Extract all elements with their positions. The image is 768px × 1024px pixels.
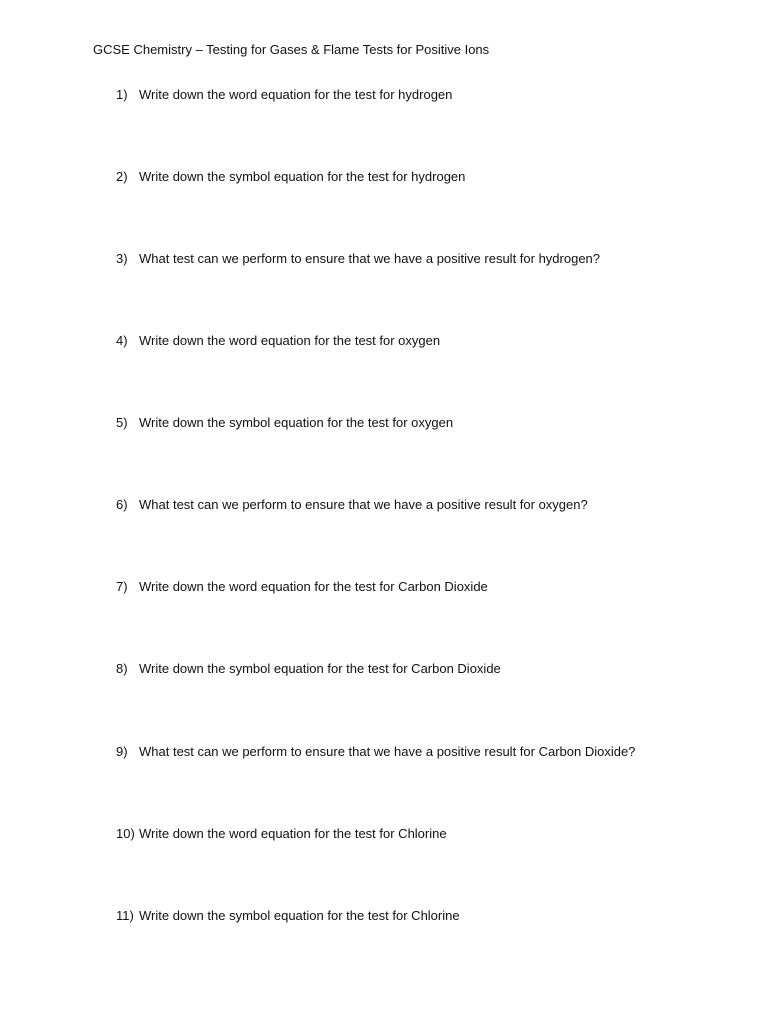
question-number: 3): [116, 251, 128, 266]
question-text: What test can we perform to ensure that we have a positive result for Carbon Dioxide?: [139, 744, 636, 759]
question-number: 7): [116, 579, 128, 594]
question-number: 4): [116, 333, 128, 348]
question-number: 6): [116, 497, 128, 512]
question-text: What test can we perform to ensure that we have a positive result for hydrogen?: [139, 251, 601, 266]
question-text: Write down the word equation for the test for Carbon Dioxide: [139, 579, 488, 594]
question-number: 9): [116, 744, 128, 759]
question-number: 11): [116, 908, 134, 923]
question-number: 10): [116, 826, 135, 841]
question-text: Write down the word equation for the test for hydrogen: [139, 87, 453, 102]
question-text: Write down the word equation for the test for Chlorine: [139, 826, 447, 841]
question-text: What test can we perform to ensure that we have a positive result for oxygen?: [139, 497, 588, 512]
question-text: Write down the symbol equation for the test for Chlorine: [139, 908, 460, 923]
question-text: Write down the symbol equation for the test for hydrogen: [139, 169, 466, 184]
question-number: 1): [116, 87, 128, 102]
question-number: 8): [116, 661, 128, 676]
question-number: 5): [116, 415, 128, 430]
question-text: Write down the word equation for the test for oxygen: [139, 333, 441, 348]
question-text: Write down the symbol equation for the test for oxygen: [139, 415, 454, 430]
question-text: Write down the symbol equation for the test for Carbon Dioxide: [139, 661, 501, 676]
question-number: 2): [116, 169, 128, 184]
worksheet-title: GCSE Chemistry – Testing for Gases & Flame Tests for Positive Ions: [93, 42, 490, 57]
